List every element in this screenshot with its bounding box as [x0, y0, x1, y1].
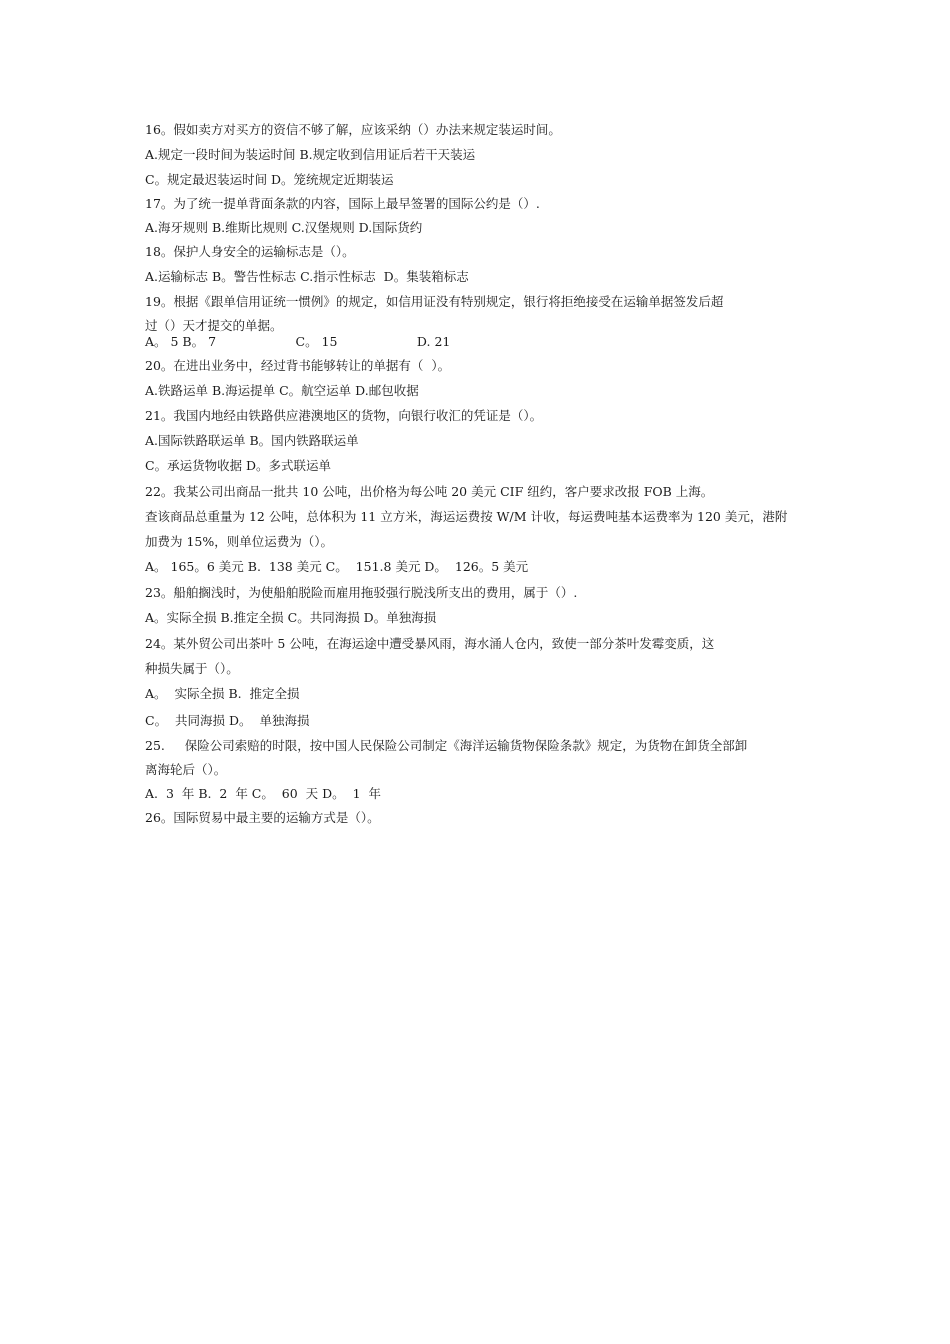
q23-options: A。实际全损 B.推定全损 C。共同海损 D。单独海损 — [145, 610, 437, 625]
q19-stem-line1: 19。根据《跟单信用证统一惯例》的规定，如信用证没有特别规定，银行将拒绝接受在运输单据签发后超 — [145, 294, 724, 309]
q26-stem: 26。国际贸易中最主要的运输方式是（）。 — [145, 810, 380, 825]
q22-stem-line2: 查该商品总重量为 12 公吨，总体积为 11 立方米，海运运费按 W/M 计收，每运费吨基本运费率为 120 美元，港附 — [145, 509, 788, 524]
q18-stem: 18。保护人身安全的运输标志是（）。 — [145, 244, 355, 259]
q17-options: A.海牙规则 B.维斯比规则 C.汉堡规则 D.国际货约 — [145, 220, 423, 235]
q16-stem: 16。假如卖方对买方的资信不够了解，应该采纳（）办法来规定装运时间。 — [145, 122, 561, 137]
q20-stem: 20。在进出业务中，经过背书能够转让的单据有（ ）。 — [145, 358, 451, 373]
q25-stem-line2: 离海轮后（）。 — [145, 762, 227, 777]
q24-stem-line1: 24。某外贸公司出茶叶 5 公吨，在海运途中遭受暴风雨，海水涌人仓内，致使一部分茶叶发霉变质，这 — [145, 636, 715, 651]
q21-options-ab: A.国际铁路联运单 B。国内铁路联运单 — [145, 433, 359, 448]
q24-stem-line2: 种损失属于（）。 — [145, 661, 239, 676]
q19-options: A。 5 B。 7 C。 15 D. 21 — [145, 334, 451, 349]
q17-stem: 17。为了统一提单背面条款的内容，国际上最早签署的国际公约是（）. — [145, 196, 540, 211]
q21-options-cd: C。承运货物收据 D。多式联运单 — [145, 458, 332, 473]
q23-stem: 23。船舶搁浅时，为使船舶脱险而雇用拖驳强行脱浅所支出的费用，属于（）. — [145, 585, 578, 600]
q18-options: A.运输标志 B。警告性标志 C.指示性标志 D。集装箱标志 — [145, 269, 469, 284]
q16-options-cd: C。规定最迟装运时间 D。笼统规定近期装运 — [145, 172, 394, 187]
q16-options-ab: A.规定一段时间为装运时间 B.规定收到信用证后若干天装运 — [145, 147, 476, 162]
q25-options: A. 3 年 B. 2 年 C。 60 天 D。 1 年 — [145, 786, 382, 801]
q24-options-ab: A。 实际全损 B. 推定全损 — [145, 686, 300, 701]
q24-options-cd: C。 共同海损 D。 单独海损 — [145, 713, 310, 728]
q25-stem-line1: 25. 保险公司索赔的时限，按中国人民保险公司制定《海洋运输货物保险条款》规定，为货物在卸货全部卸 — [145, 738, 748, 753]
q22-options: A。 165。6 美元 B. 138 美元 C。 151.8 美元 D。 126。5 美元 — [145, 559, 529, 574]
q22-stem-line3: 加费为 15%，则单位运费为（）。 — [145, 534, 334, 549]
q20-options: A.铁路运单 B.海运提单 C。航空运单 D.邮包收据 — [145, 383, 419, 398]
q21-stem: 21。我国内地经由铁路供应港澳地区的货物，向银行收汇的凭证是（）。 — [145, 408, 543, 423]
q22-stem-line1: 22。我某公司出商品一批共 10 公吨，出价格为每公吨 20 美元 CIF 纽约，客户要求改报 FOB 上海。 — [145, 484, 714, 499]
q19-stem-line2: 过（）天才提交的单据。 — [145, 318, 283, 333]
